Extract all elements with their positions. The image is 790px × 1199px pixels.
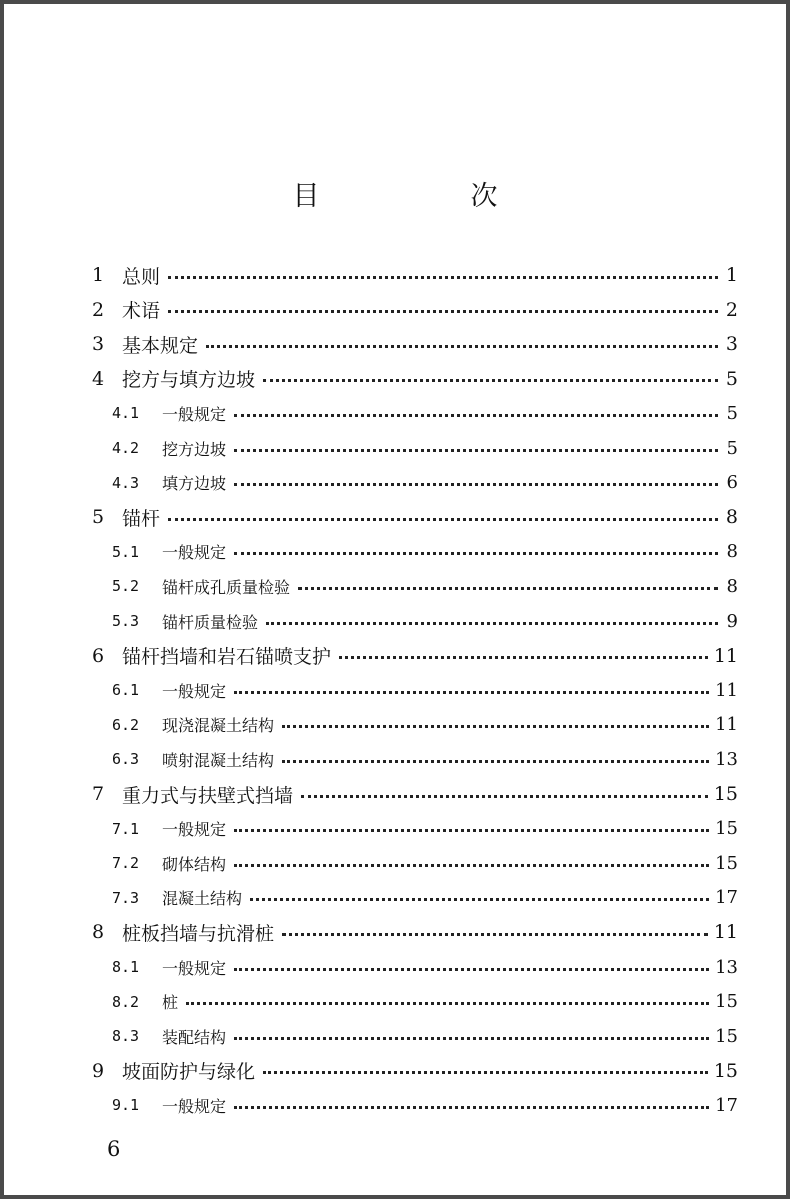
dot-leader [339, 656, 708, 659]
toc-chapter-entry [92, 260, 738, 290]
toc-chapter-entry [92, 779, 738, 809]
dot-leader [266, 622, 718, 625]
entry-page-number: 15 [715, 818, 738, 840]
entry-number: 2 [92, 298, 105, 321]
footer-page-number: 6 [107, 1137, 121, 1161]
dot-leader [234, 864, 709, 867]
dot-leader [234, 483, 718, 486]
dot-leader [282, 725, 709, 728]
toc-chapter-entry [92, 295, 738, 325]
entry-page-number: 3 [725, 333, 738, 356]
entry-title: 混凝土结构 [162, 889, 243, 909]
entry-number: 8.2 [112, 992, 140, 1011]
entry-title: 桩板挡墙与抗滑桩 [122, 922, 275, 945]
entry-title: 锚杆成孔质量检验 [162, 577, 291, 597]
toc-section-entry [112, 883, 738, 913]
dot-leader [234, 829, 709, 832]
entry-number: 4 [92, 367, 105, 390]
dot-leader [168, 310, 718, 313]
dot-leader [186, 1002, 709, 1005]
entry-number: 8.1 [112, 958, 140, 976]
entry-number: 8 [92, 921, 105, 944]
entry-page-number: 11 [713, 921, 738, 944]
dot-leader [282, 933, 708, 936]
dot-leader [168, 276, 718, 279]
toc-title: 目 次 [292, 181, 560, 212]
entry-title: 锚杆挡墙和岩石锚喷支护 [122, 646, 332, 669]
entry-page-number: 15 [713, 1059, 738, 1082]
toc-section-entry [112, 433, 738, 463]
toc-chapter-entry [92, 917, 738, 947]
dot-leader [234, 552, 718, 555]
entry-page-number: 8 [726, 575, 738, 597]
entry-number: 4.2 [112, 439, 140, 457]
toc-section-entry [112, 987, 738, 1017]
entry-title: 一般规定 [162, 958, 227, 978]
dot-leader [234, 1037, 709, 1040]
toc-chapter-entry [92, 329, 738, 359]
entry-page-number: 11 [715, 714, 738, 736]
dot-leader [298, 587, 718, 590]
entry-title: 一般规定 [162, 681, 227, 701]
entry-number: 5 [92, 506, 105, 529]
entry-title: 装配结构 [162, 1027, 227, 1047]
toc-section-entry [112, 1021, 738, 1051]
entry-number: 4.1 [112, 404, 140, 423]
entry-page-number: 5 [725, 367, 738, 390]
toc-section-entry [112, 537, 738, 567]
dot-leader [234, 1106, 709, 1109]
entry-page-number: 15 [713, 783, 738, 805]
entry-number: 9.1 [112, 1096, 140, 1115]
toc-section-entry [112, 398, 738, 428]
entry-title: 一般规定 [162, 1096, 227, 1116]
entry-title: 喷射混凝土结构 [162, 750, 275, 770]
entry-number: 7.1 [112, 819, 140, 838]
entry-number: 8.3 [112, 1027, 140, 1046]
entry-page-number: 11 [715, 679, 738, 701]
entry-title: 挖方边坡 [162, 439, 227, 459]
dot-leader [234, 449, 718, 452]
entry-page-number: 13 [715, 748, 738, 770]
dot-leader [263, 1071, 708, 1074]
toc-chapter-entry [92, 1056, 738, 1086]
toc-section-entry [112, 848, 738, 878]
entry-title: 重力式与扶壁式挡墙 [122, 784, 294, 807]
entry-title: 基本规定 [122, 334, 199, 357]
toc-section-entry [112, 744, 738, 774]
dot-leader [250, 898, 709, 901]
toc-section-entry [112, 468, 738, 498]
entry-page-number: 1 [725, 264, 738, 286]
toc-section-entry [112, 814, 738, 844]
entry-number: 5.1 [112, 542, 140, 561]
toc-chapter-entry [92, 364, 738, 394]
entry-page-number: 6 [726, 472, 738, 494]
toc-section-entry [112, 952, 738, 982]
entry-title: 坡面防护与绿化 [122, 1061, 256, 1084]
entry-number: 5.2 [112, 577, 140, 596]
toc-chapter-entry [92, 502, 738, 532]
entry-title: 总则 [122, 265, 161, 288]
entry-title: 锚杆 [122, 507, 161, 530]
entry-title: 一般规定 [162, 820, 227, 840]
entry-number: 6 [92, 644, 105, 667]
entry-page-number: 2 [725, 298, 738, 321]
entry-number: 6.1 [112, 681, 140, 700]
entry-title: 一般规定 [162, 543, 227, 563]
entry-number: 7 [92, 783, 105, 805]
dot-leader [301, 795, 708, 798]
entry-page-number: 13 [715, 956, 738, 978]
entry-number: 6.2 [112, 715, 140, 734]
entry-page-number: 11 [713, 644, 738, 667]
entry-page-number: 15 [715, 852, 738, 874]
entry-page-number: 17 [715, 1094, 738, 1116]
toc-section-entry [112, 571, 738, 601]
dot-leader [234, 414, 718, 417]
dot-leader [282, 760, 709, 763]
entry-title: 桩 [162, 993, 179, 1013]
entry-page-number: 15 [715, 1025, 738, 1047]
entry-page-number: 8 [726, 541, 738, 563]
toc-section-entry [112, 675, 738, 705]
toc-section-entry [112, 1090, 738, 1120]
entry-number: 5.3 [112, 612, 140, 630]
entry-title: 锚杆质量检验 [162, 612, 259, 632]
dot-leader [263, 379, 718, 382]
entry-title: 填方边坡 [162, 474, 227, 494]
dot-leader [234, 691, 709, 694]
toc-section-entry [112, 710, 738, 740]
entry-number: 7.2 [112, 854, 140, 873]
entry-number: 7.3 [112, 888, 140, 907]
entry-title: 现浇混凝土结构 [162, 716, 275, 736]
entry-number: 3 [92, 333, 105, 356]
entry-page-number: 5 [726, 402, 738, 424]
dot-leader [168, 518, 718, 521]
toc-section-entry [112, 606, 738, 636]
entry-page-number: 8 [725, 506, 738, 529]
entry-title: 术语 [122, 300, 161, 323]
entry-title: 挖方与填方边坡 [122, 369, 256, 392]
entry-number: 1 [92, 264, 105, 286]
entry-page-number: 15 [715, 991, 738, 1013]
entry-page-number: 5 [726, 437, 738, 459]
entry-number: 9 [92, 1059, 105, 1082]
toc-chapter-entry [92, 641, 738, 671]
dot-leader [206, 345, 718, 348]
entry-number: 4.3 [112, 473, 140, 492]
entry-page-number: 9 [726, 610, 738, 632]
entry-title: 砌体结构 [162, 854, 227, 874]
entry-title: 一般规定 [162, 404, 227, 424]
entry-number: 6.3 [112, 750, 140, 769]
dot-leader [234, 968, 709, 971]
entry-page-number: 17 [715, 887, 738, 909]
